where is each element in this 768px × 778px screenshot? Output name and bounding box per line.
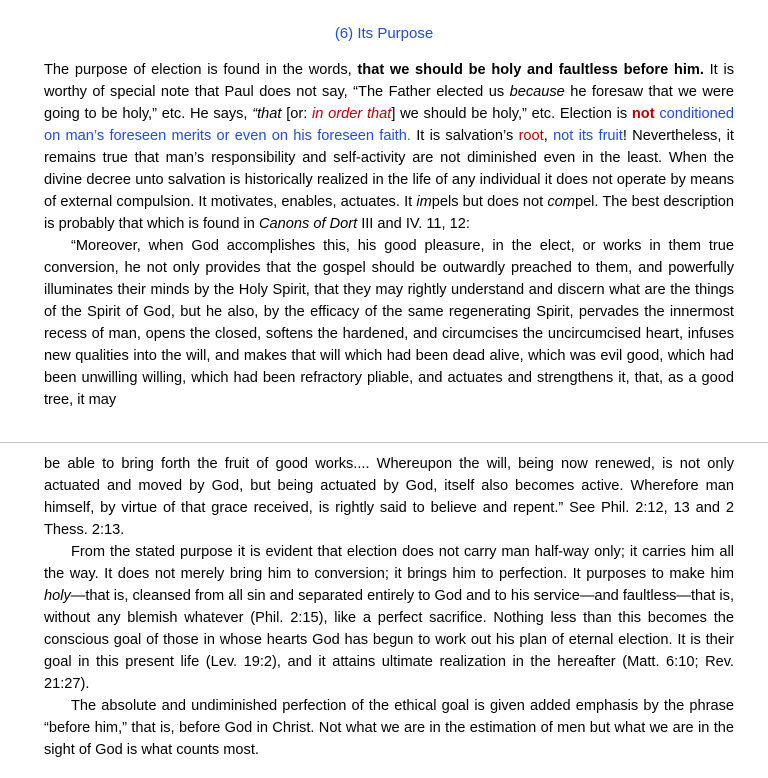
text-run: The purpose of election is found in the words, xyxy=(44,62,358,78)
page-separator xyxy=(0,442,768,443)
body-text-bottom xyxy=(44,453,734,761)
body-text-top xyxy=(44,59,734,411)
text-run: ] we should be holy,” etc. Election is xyxy=(391,106,632,122)
blue-phrase: not its fruit xyxy=(553,128,623,144)
paragraph-before-him: The absolute and undiminished perfection of the ethical goal is given added emphasis by the phrase “before him,” that is, before God in Christ. Not what we are in the estimation of men but what we are in the sight of God is what counts most. xyxy=(44,698,734,758)
italic-word: holy xyxy=(44,588,71,604)
page-bottom xyxy=(0,444,768,778)
text-run: he foresaw that we were going to be holy,” etc. He says, xyxy=(44,84,734,122)
text-run: It is salvation’s xyxy=(410,128,519,144)
italic-word: because xyxy=(509,84,565,100)
paragraph-purpose xyxy=(44,59,734,235)
italic-word: “that xyxy=(252,106,282,122)
italic-syllable: com xyxy=(547,194,575,210)
text-run: pels but does not xyxy=(431,194,548,210)
text-run: From the stated purpose it is evident that election does not carry man half-way only; it carries him all the way. It does not merely bring him to conversion; it brings him to perfection. It purposes to make him xyxy=(44,544,734,582)
text-run: III and IV. 11, 12: xyxy=(357,216,470,232)
text-run: ! Nevertheless, it remains true that man’s responsibility and self-activity are not diminished even in the least. When the divine decree unto salvation is historically realized in the life of any individual it does not operate by means of external compulsion. It motivates, enables, actuates. It xyxy=(44,128,734,210)
text-run: pel. The best description is probably that which is found in xyxy=(44,194,734,232)
quote-paragraph-end: be able to bring forth the fruit of good works.... Whereupon the will, being now renewed, is not only actuated and moved by God, but being actuated by God, itself also becomes active. Wherefore man himself, by virtue of that grace received, is rightly said to believe and repent.” See Phil. 2:12, 13 and 2 Thess. 2:13. xyxy=(44,456,734,538)
quote-paragraph-start: “Moreover, when God accomplishes this, his good pleasure, in the elect, or works in them true conversion, he not only provides that the gospel should be outwardly preached to them, and powerfully illuminates their minds by the Holy Spirit, that they may rightly understand and discern what are the things of the Spirit of God, but he also, by the efficacy of the same regenerating Spirit, pervades the innermost recess of man, opens the closed, softens the hardened, and circumcises the uncircumcised heart, infuses new qualities into the will, and makes that will which had been dead alive, which was evil good, which had been unwilling willing, which had been refractory pliable, and actuates and strengthens it, that, as a good tree, it may xyxy=(44,238,734,408)
section-heading: (6) Its Purpose xyxy=(334,25,434,42)
bold-phrase: that we should be holy and faultless before him. xyxy=(357,62,704,78)
paragraph-perfection xyxy=(44,541,734,695)
text-run: , xyxy=(543,128,554,144)
italic-title: Canons of Dort xyxy=(258,216,358,232)
text-run: —that is, cleansed from all sin and separated entirely to God and to his service—and faultless—that is, without any blemish whatever (Phil. 2:15), like a perfect sacrifice. Nothing less than this becomes the conscious goal of those in whose hearts God has begun to work out his plan of eternal election. It is their goal in this present life (Lev. 19:2), and it attains ultimate realization in the hereafter (Matt. 6:10; Rev. 21:27). xyxy=(44,588,734,692)
italic-syllable: im xyxy=(416,194,432,210)
red-italic-phrase: in order that xyxy=(312,106,392,122)
text-run: It is worthy of special note that Paul does not say, “The Father elected us xyxy=(44,62,734,100)
blue-phrase: conditioned on man’s foreseen merits or even on his foreseen faith. xyxy=(44,106,734,144)
red-word: root xyxy=(518,128,544,144)
red-bold-word: not xyxy=(631,106,655,122)
text-run: [or: xyxy=(281,106,313,122)
